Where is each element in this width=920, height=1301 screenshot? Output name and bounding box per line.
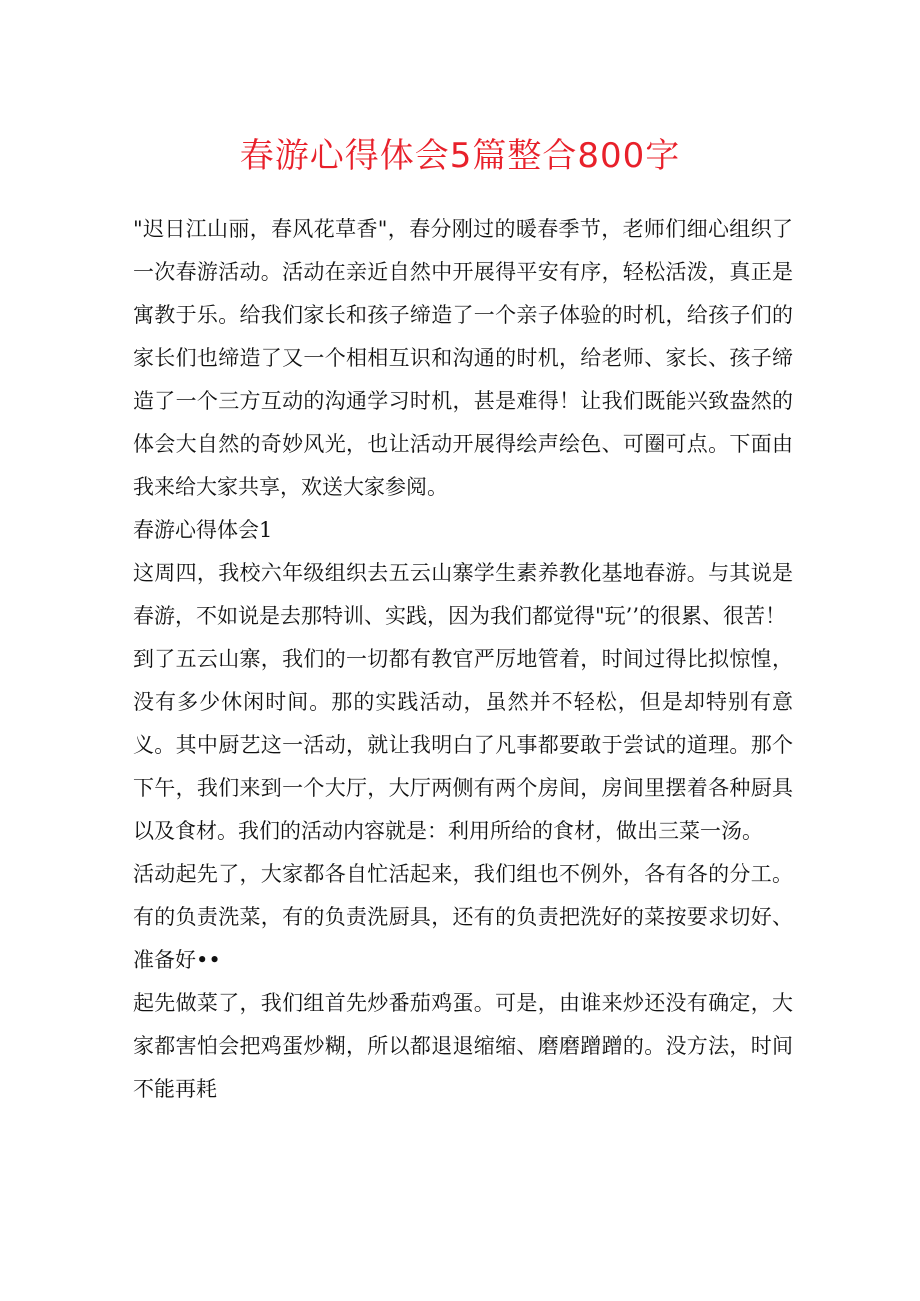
body-paragraph: 这周四，我校六年级组织去五云山寨学生素养教化基地春游。与其说是春游，不如说是去那特训、实践，因为我们都觉得"玩’’的很累、很苦！	[133, 561, 793, 628]
document-body	[133, 208, 793, 1111]
section-heading: 春游心得体会1	[133, 518, 273, 542]
document-title: 春游心得体会5篇整合800字	[239, 136, 681, 176]
body-paragraph: 到了五云山寨，我们的一切都有教官严厉地管着，时间过得比拟惊惶，没有多少休闲时间。那的实践活动，虽然并不轻松，但是却特别有意义。其中厨艺这一活动，就让我明白了凡事都要敢于尝试的道理。那个下午，我们来到一个大厅，大厅两侧有两个房间，房间里摆着各种厨具以及食材。我们的活动内容就是：利用所给的食材，做出三菜一汤。	[133, 647, 793, 843]
intro-paragraph: "迟日江山丽，春风花草香"，春分刚过的暖春季节，老师们细心组织了一次春游活动。活动在亲近自然中开展得平安有序，轻松活泼，真正是寓教于乐。给我们家长和孩子缔造了一个亲子体验的时机，给孩子们的家长们也缔造了又一个相相互识和沟通的时机，给老师、家长、孩子缔造了一个三方互动的沟通学习时机，甚是难得！让我们既能兴致盎然的体会大自然的奇妙风光，也让活动开展得绘声绘色、可圈可点。下面由我来给大家共享，欢送大家参阅。	[133, 217, 793, 499]
body-paragraph: 活动起先了，大家都各自忙活起来，我们组也不例外，各有各的分工。有的负责洗菜，有的负责洗厨具，还有的负责把洗好的菜按要求切好、准备好••	[133, 862, 793, 972]
body-paragraph: 起先做菜了，我们组首先炒番茄鸡蛋。可是，由谁来炒还没有确定，大家都害怕会把鸡蛋炒糊，所以都退退缩缩、磨磨蹭蹭的。没方法，时间不能再耗	[133, 991, 793, 1101]
